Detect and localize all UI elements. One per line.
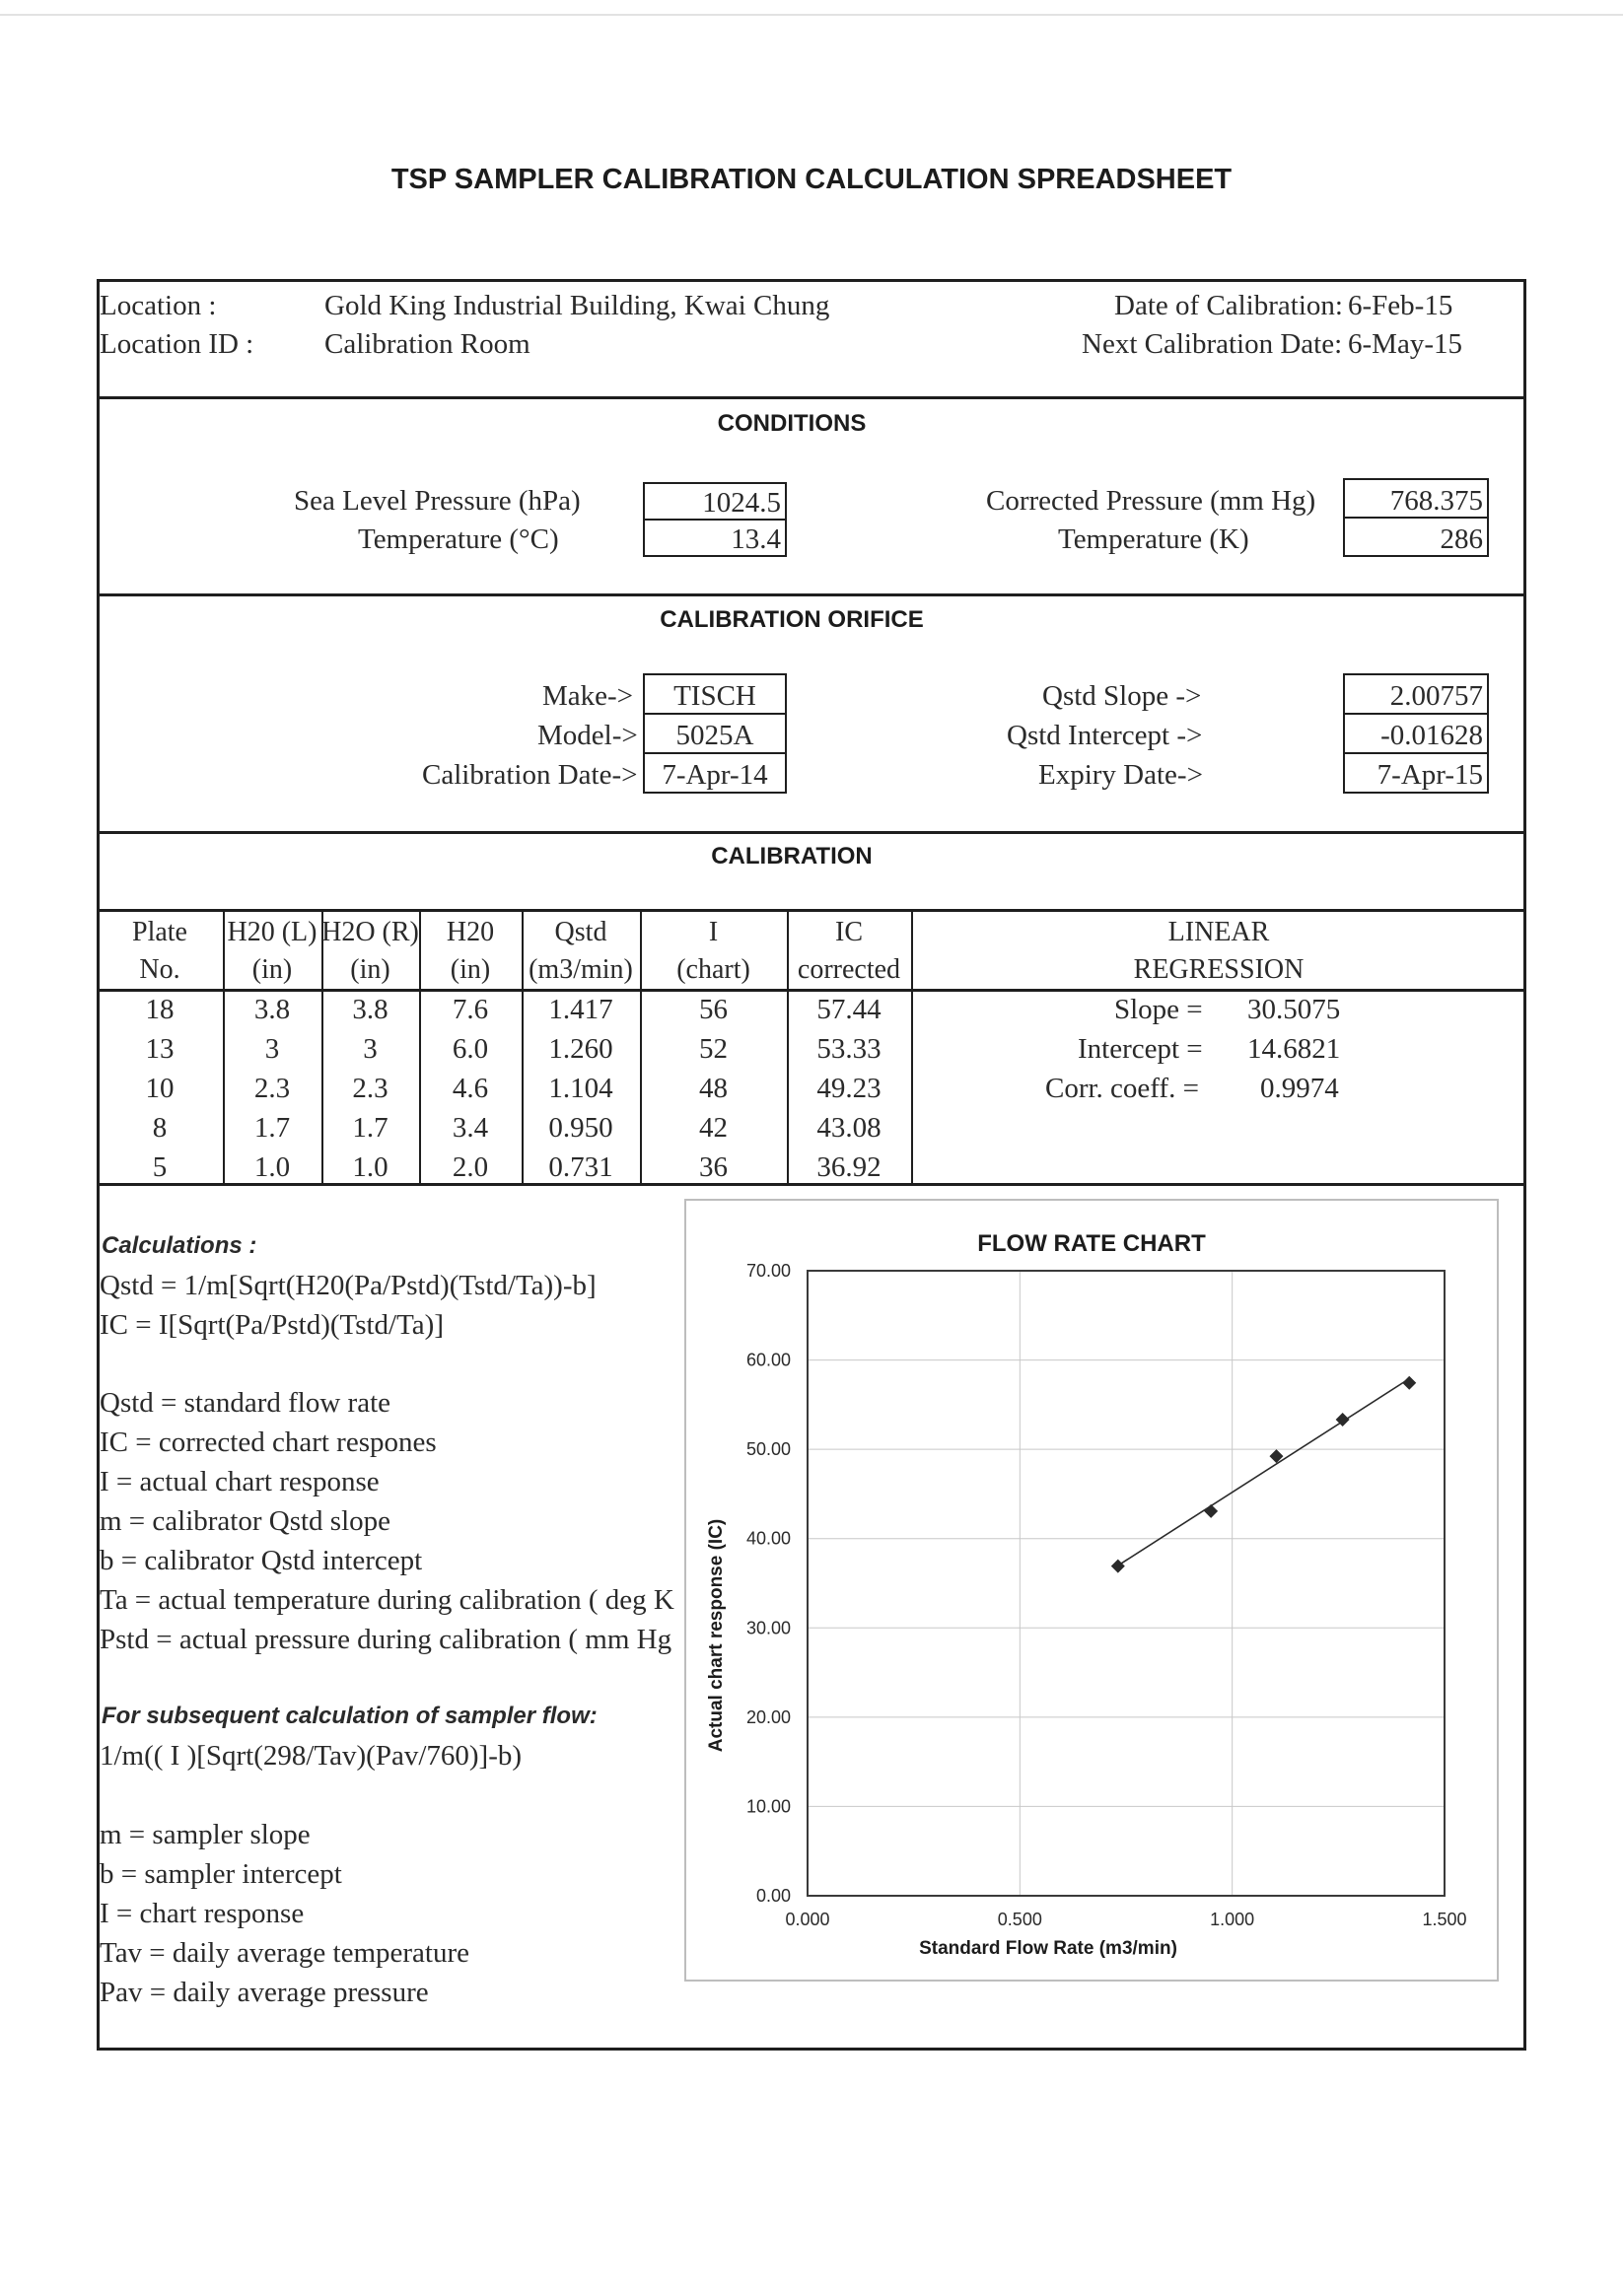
top-rule (0, 14, 1623, 16)
y-tick-label: 70.00 (745, 1261, 791, 1281)
temperature-c-label: Temperature (°C) (358, 523, 559, 555)
y-tick-label: 40.00 (745, 1528, 791, 1549)
box-divider (1343, 517, 1489, 519)
table-cell-qstd: 1.104 (548, 1073, 613, 1104)
col-header-h20-left: H20 (L) (227, 917, 318, 947)
slope-label: Slope = (1114, 994, 1203, 1025)
col-header-h20-unit: (in) (450, 954, 491, 985)
table-cell-h20-left: 1.7 (253, 1112, 291, 1144)
divider (97, 1183, 1526, 1186)
y-tick-label: 0.00 (755, 1886, 791, 1906)
col-header-plate: Plate (132, 917, 187, 947)
orifice-calibration-date-value: 7-Apr-14 (662, 759, 768, 791)
col-header-ic-unit: corrected (797, 954, 901, 985)
box-divider (1343, 752, 1489, 754)
x-tick-label: 0.000 (785, 1910, 830, 1929)
column-divider (911, 909, 913, 1185)
table-cell-h20: 3.4 (452, 1112, 489, 1144)
orifice-calibration-date-label: Calibration Date-> (422, 759, 638, 791)
divider (97, 593, 1526, 596)
table-cell-plate-no: 18 (145, 994, 175, 1025)
calibration-heading: CALIBRATION (711, 843, 873, 870)
y-tick-label: 50.00 (745, 1439, 791, 1460)
definition-i: I = actual chart response (100, 1466, 380, 1497)
data-point (1111, 1560, 1125, 1573)
table-cell-h2o-right: 3 (363, 1033, 378, 1065)
box-divider (1343, 713, 1489, 715)
conditions-heading: CONDITIONS (717, 410, 867, 437)
table-cell-ic-corrected: 43.08 (816, 1112, 882, 1144)
definition-ta: Ta = actual temperature during calibration ( deg K (100, 1586, 674, 1615)
table-cell-plate-no: 10 (145, 1073, 175, 1104)
table-cell-i-chart: 36 (699, 1151, 728, 1183)
table-cell-plate-no: 5 (152, 1151, 168, 1183)
make-label: Make-> (542, 680, 634, 712)
temperature-k-value: 286 (1440, 523, 1483, 555)
box-divider (643, 519, 787, 521)
location-value: Gold King Industrial Building, Kwai Chung (324, 290, 830, 321)
definition-sampler-slope: m = sampler slope (100, 1819, 311, 1850)
table-cell-ic-corrected: 53.33 (816, 1033, 882, 1065)
box-divider (643, 752, 787, 754)
definition-ic: IC = corrected chart respones (100, 1426, 437, 1458)
table-cell-h2o-right: 2.3 (352, 1073, 388, 1104)
formula-ic: IC = I[Sqrt(Pa/Pstd)(Tstd/Ta)] (100, 1309, 444, 1341)
table-cell-qstd: 0.950 (548, 1112, 613, 1144)
location-label: Location : (100, 290, 217, 321)
temperature-k-label: Temperature (K) (1058, 523, 1249, 555)
page-title: TSP SAMPLER CALIBRATION CALCULATION SPREADSHEET (390, 164, 1233, 195)
sea-level-pressure-label: Sea Level Pressure (hPa) (294, 485, 581, 517)
model-value: 5025A (675, 720, 754, 751)
qstd-slope-label: Qstd Slope -> (1042, 680, 1202, 712)
definition-b: b = calibrator Qstd intercept (100, 1545, 423, 1576)
intercept-value: 14.6821 (1247, 1033, 1341, 1065)
table-cell-qstd: 1.260 (548, 1033, 613, 1065)
table-cell-h2o-right: 1.0 (352, 1151, 388, 1183)
col-header-h2o-right-unit: (in) (350, 954, 390, 985)
y-tick-label: 20.00 (745, 1706, 791, 1727)
definition-qstd: Qstd = standard flow rate (100, 1387, 390, 1419)
calculations-heading: Calculations : (102, 1232, 257, 1259)
table-cell-h2o-right: 1.7 (352, 1112, 388, 1144)
table-cell-h20: 2.0 (452, 1151, 489, 1183)
col-header-h20-left-unit: (in) (251, 954, 293, 985)
col-header-h20: H20 (446, 917, 495, 947)
chart-title: FLOW RATE CHART (977, 1230, 1206, 1257)
chart-y-axis-label: Actual chart response (IC) (706, 1518, 727, 1753)
col-header-i-unit: (chart) (676, 954, 750, 985)
table-cell-i-chart: 52 (699, 1033, 728, 1065)
data-point (1402, 1376, 1416, 1390)
table-cell-h2o-right: 3.8 (352, 994, 388, 1025)
qstd-intercept-label: Qstd Intercept -> (1007, 720, 1203, 751)
y-tick-label: 30.00 (745, 1618, 791, 1638)
table-cell-plate-no: 13 (145, 1033, 175, 1065)
table-cell-i-chart: 42 (699, 1112, 728, 1144)
linear-trendline (1118, 1378, 1409, 1565)
col-header-qstd-unit: (m3/min) (529, 954, 633, 985)
location-id-value: Calibration Room (324, 328, 530, 360)
qstd-slope-value: 2.00757 (1389, 680, 1483, 712)
col-header-h2o-right: H2O (R) (321, 919, 419, 946)
regression-title-2: REGRESSION (1133, 954, 1305, 985)
intercept-label: Intercept = (1078, 1033, 1203, 1065)
table-cell-i-chart: 48 (699, 1073, 728, 1104)
table-cell-h20-left: 3 (264, 1033, 280, 1065)
box-divider (643, 713, 787, 715)
table-cell-plate-no: 8 (152, 1112, 168, 1144)
table-cell-h20: 4.6 (452, 1073, 489, 1104)
table-cell-h20-left: 3.8 (253, 994, 291, 1025)
model-label: Model-> (537, 720, 638, 751)
table-cell-ic-corrected: 49.23 (816, 1073, 882, 1104)
definition-pstd: Pstd = actual pressure during calibration ( mm Hg (100, 1626, 672, 1654)
table-cell-h20: 7.6 (452, 994, 489, 1025)
divider (97, 396, 1526, 399)
definition-chart-response: I = chart response (100, 1898, 305, 1929)
location-id-label: Location ID : (100, 328, 254, 360)
table-cell-h20-left: 2.3 (253, 1073, 291, 1104)
divider (97, 831, 1526, 834)
corr-coeff-value: 0.9974 (1260, 1073, 1339, 1104)
table-cell-h20: 6.0 (452, 1033, 489, 1065)
qstd-intercept-value: -0.01628 (1380, 720, 1483, 751)
table-cell-ic-corrected: 57.44 (816, 994, 882, 1025)
table-cell-qstd: 1.417 (548, 994, 613, 1025)
flow-rate-chart (684, 1199, 1499, 1982)
y-tick-label: 10.00 (745, 1796, 791, 1817)
definition-sampler-intercept: b = sampler intercept (100, 1858, 342, 1890)
corr-coeff-label: Corr. coeff. = (1045, 1073, 1199, 1104)
table-cell-ic-corrected: 36.92 (816, 1151, 882, 1183)
orifice-heading: CALIBRATION ORIFICE (660, 606, 924, 633)
table-cell-h20-left: 1.0 (253, 1151, 291, 1183)
slope-value: 30.5075 (1247, 994, 1341, 1025)
divider (97, 989, 1526, 992)
definition-tav: Tav = daily average temperature (100, 1937, 470, 1969)
col-header-qstd: Qstd (554, 917, 607, 947)
corrected-pressure-label: Corrected Pressure (mm Hg) (986, 485, 1316, 517)
make-value: TISCH (673, 680, 756, 712)
definition-pav: Pav = daily average pressure (100, 1977, 429, 2008)
next-calibration-value: 6-May-15 (1348, 328, 1462, 360)
temperature-c-value: 13.4 (731, 523, 781, 555)
y-tick-label: 60.00 (745, 1350, 791, 1370)
formula-qstd: Qstd = 1/m[Sqrt(H20(Pa/Pstd)(Tstd/Ta))-b] (100, 1270, 597, 1301)
expiry-date-label: Expiry Date-> (1038, 759, 1203, 791)
regression-title-1: LINEAR (1167, 917, 1270, 947)
next-calibration-label: Next Calibration Date: (1082, 328, 1343, 360)
col-header-i: I (708, 917, 719, 947)
expiry-date-value: 7-Apr-15 (1376, 759, 1483, 791)
col-header-plate-unit: No. (139, 954, 180, 985)
col-header-ic: IC (835, 917, 863, 947)
data-point (1204, 1504, 1218, 1518)
sampler-flow-formula: 1/m(( I )[Sqrt(298/Tav)(Pav/760)]-b) (100, 1740, 523, 1772)
chart-x-axis-label: Standard Flow Rate (m3/min) (919, 1938, 1177, 1959)
sea-level-pressure-value: 1024.5 (702, 487, 781, 519)
subsequent-heading: For subsequent calculation of sampler flow: (102, 1703, 598, 1729)
x-tick-label: 1.000 (1210, 1910, 1255, 1929)
calibration-date-label: Date of Calibration: (1114, 290, 1343, 321)
calibration-date-value: 6-Feb-15 (1348, 290, 1453, 321)
table-cell-qstd: 0.731 (548, 1151, 613, 1183)
plot-area-border (808, 1271, 1445, 1896)
x-tick-label: 1.500 (1422, 1910, 1467, 1929)
divider (97, 909, 1526, 912)
table-cell-i-chart: 56 (699, 994, 728, 1025)
corrected-pressure-value: 768.375 (1389, 485, 1483, 517)
x-tick-label: 0.500 (997, 1910, 1042, 1929)
definition-m: m = calibrator Qstd slope (100, 1505, 391, 1537)
